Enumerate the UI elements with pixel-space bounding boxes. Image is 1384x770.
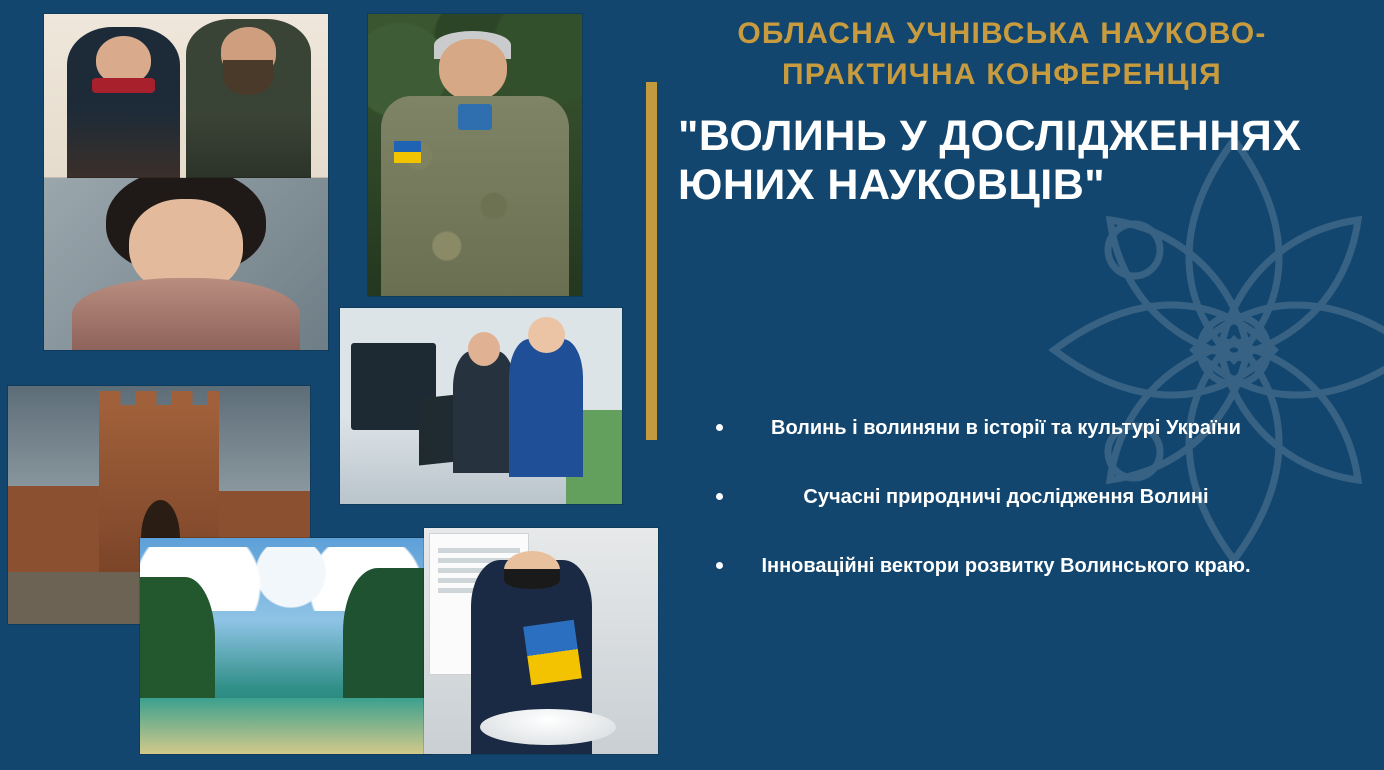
bullet-dot-icon	[716, 424, 723, 431]
list-item-label: Інноваційні вектори розвитку Волинського краю.	[761, 555, 1251, 577]
photo-student-with-project	[424, 528, 658, 754]
bullet-dot-icon	[716, 493, 723, 500]
conference-kicker: ОБЛАСНА УЧНІВСЬКА НАУКОВО-ПРАКТИЧНА КОНФЕРЕНЦІЯ	[737, 17, 1267, 91]
photo-woman-portrait	[44, 178, 328, 350]
list-item	[700, 552, 1260, 581]
list-item	[700, 483, 1260, 512]
topic-list	[700, 414, 1260, 621]
photo-collage	[0, 0, 660, 770]
gold-accent-bar	[646, 82, 657, 440]
photo-historic-couple-portrait	[44, 14, 328, 178]
photo-students-at-computer	[340, 308, 622, 504]
bullet-dot-icon	[716, 562, 723, 569]
photo-soldier-in-camouflage	[368, 14, 582, 296]
list-item-label: Волинь і волиняни в історії та культурі України	[771, 417, 1241, 439]
list-item-label: Сучасні природничі дослідження Волині	[803, 486, 1209, 508]
list-item	[700, 414, 1260, 443]
title-block	[672, 14, 1332, 211]
photo-lake-landscape	[140, 538, 430, 754]
page-title: "ВОЛИНЬ У ДОСЛІДЖЕННЯХ ЮНИХ НАУКОВЦІВ"	[678, 111, 1302, 210]
